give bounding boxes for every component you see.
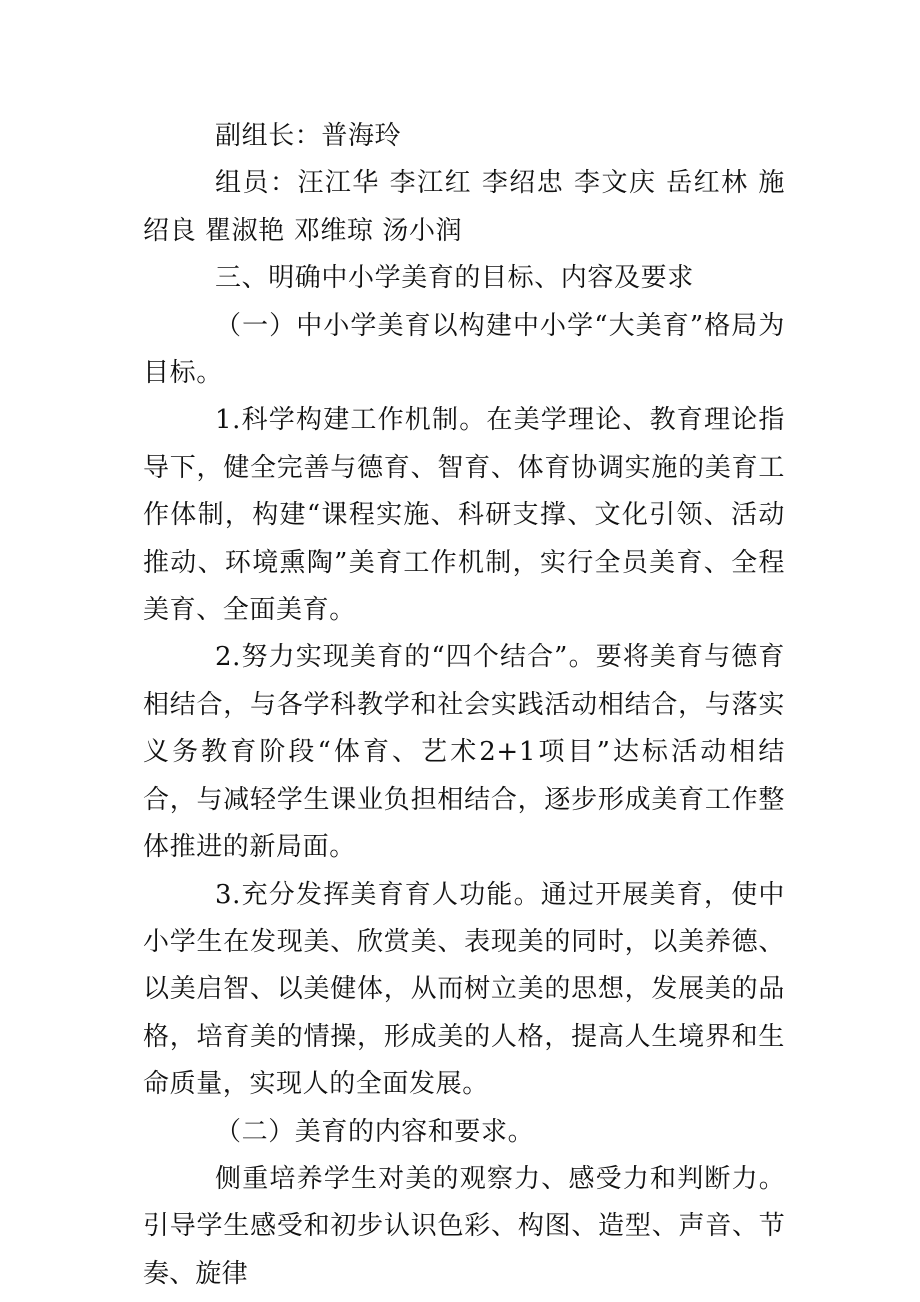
paragraph-item-3: 3.充分发挥美育育人功能。通过开展美育，使中小学生在发现美、欣赏美、表现美的同时，以美养德、以美启智、以美健体，从而树立美的思想，发展美的品格，培育美的情操，形成美的人格，提高人生境界和生命质量，实现人的全面发展。 xyxy=(143,879,785,1100)
subheading-2: （二）美育的内容和要求。 xyxy=(215,1116,535,1147)
paragraph-content: 侧重培养学生对美的观察力、感受力和判断力。引导学生感受和初步认识色彩、构图、造型、声音、节奏、旋律 xyxy=(143,1163,785,1289)
paragraph-item-2: 2.努力实现美育的“四个结合”。要将美育与德育相结合，与各学科教学和社会实践活动相结合，与落实义务教育阶段“体育、艺术2+1项目”达标活动相结合，与减轻学生课业负担相结合，逐步形成美育工作整体推进的新局面。 xyxy=(143,642,785,863)
paragraph-members: 组员：汪江华 李江红 李绍忠 李文庆 岳红林 施绍良 瞿淑艳 邓维琼 汤小润 xyxy=(143,168,785,246)
subheading-1: （一）中小学美育以构建中小学“大美育”格局为目标。 xyxy=(143,310,785,389)
document-body xyxy=(143,113,785,1298)
paragraph-item-1: 1.科学构建工作机制。在美学理论、教育理论指导下，健全完善与德育、智育、体育协调实施的美育工作体制，构建“课程实施、科研支撑、文化引领、活动推动、环境熏陶”美育工作机制，实行全员美育、全程美育、全面美育。 xyxy=(143,405,785,626)
section-heading-3: 三、明确中小学美育的目标、内容及要求 xyxy=(215,263,694,294)
paragraph-deputy-leader: 副组长：普海玲 xyxy=(215,121,402,151)
